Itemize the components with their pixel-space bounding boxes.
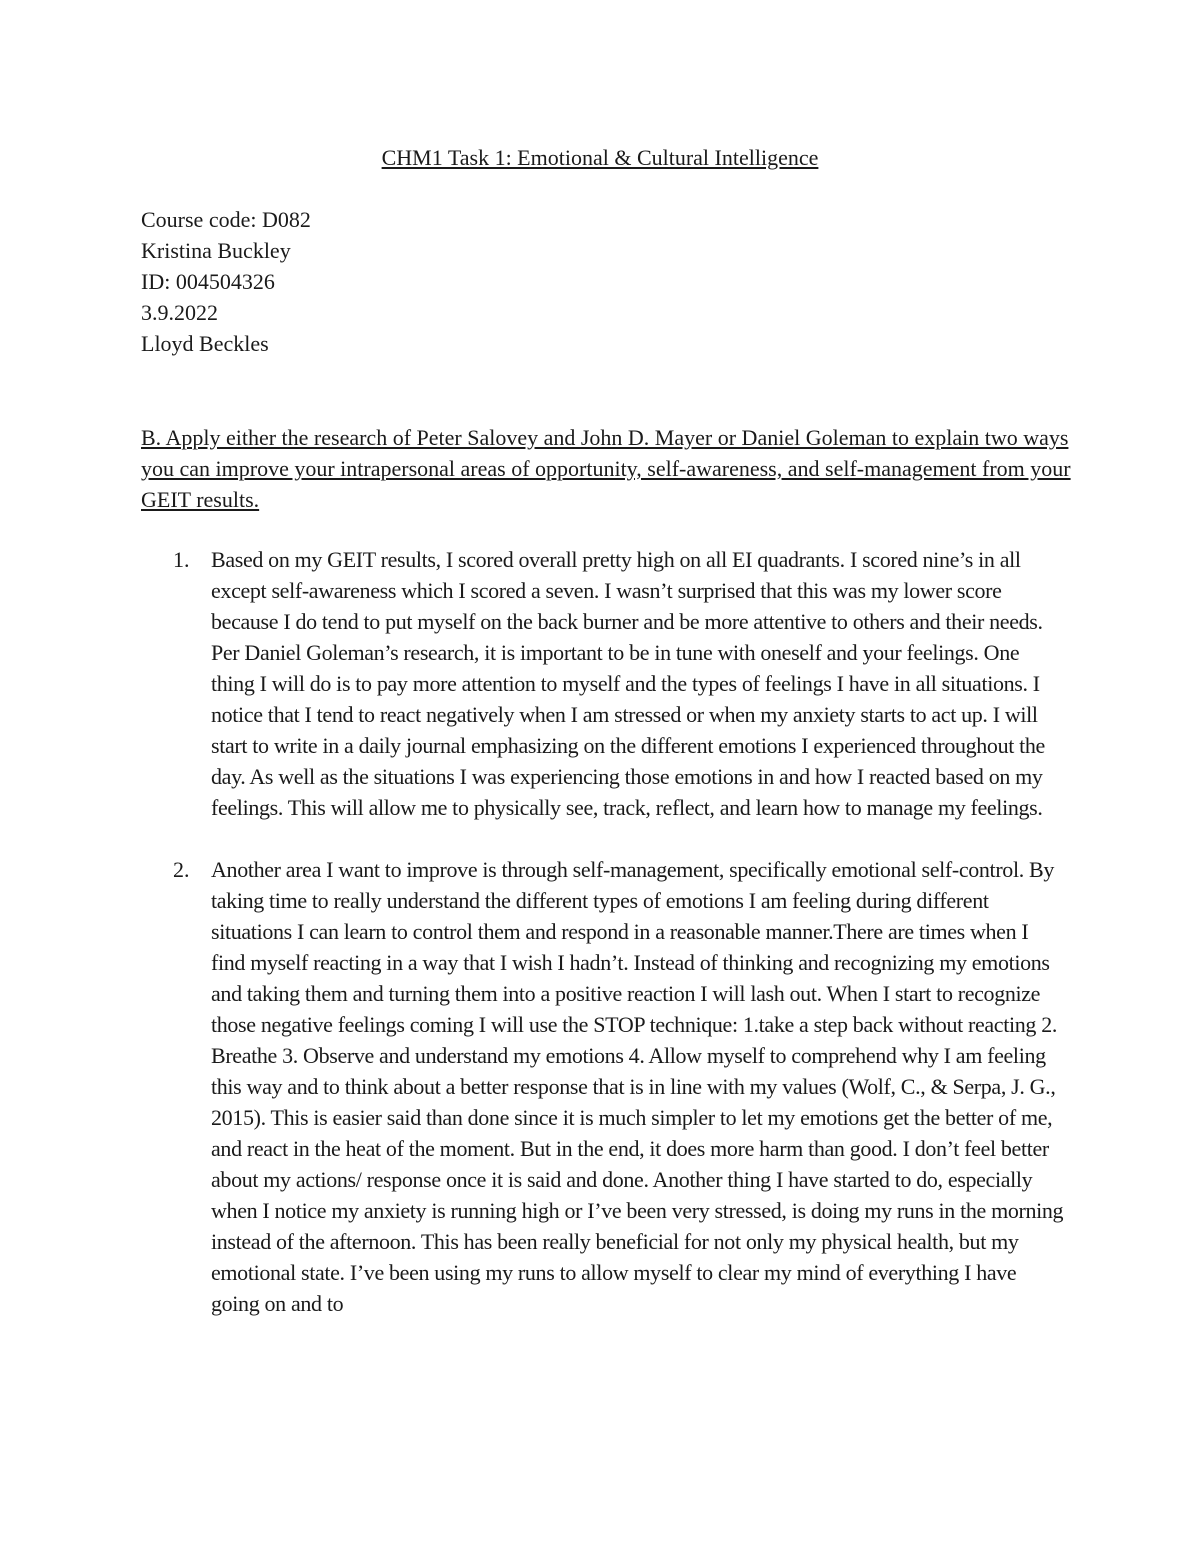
list-item-text: Another area I want to improve is through self-management, specifically emotional self-control. By taking time to really understand the different types of emotions I am feeling during different situations I can learn to control them and respond in a reasonable manner.There are times when I find myself reacting in a way that I wish I hadn’t. Instead of thinking and recognizing my emotions and taking them and turning them into a positive reaction I will lash out. When I start to recognize those negative feelings coming I will use the STOP technique: 1.take a step back without reacting 2. Breathe 3. Observe and understand my emotions 4. Allow myself to comprehend why I am feeling this way and to think about a better response that is in line with my values (Wolf, C., & Serpa, J. G., 2015). This is easier said than done since it is much simpler to let my emotions get the better of me, and react in the heat of the moment. But in the end, it does more harm than good. I don’t feel better about my actions/ response once it is said and done. Another thing I have started to do, especially when I notice my anxiety is running high or I’ve been very stressed, is doing my runs in the morning instead of the afternoon. This has been really beneficial for not only my physical health, but my emotional state. I’ve been using my runs to allow myself to clear my mind of everything I have going on and to bbox=[211, 857, 1064, 1316]
list-item-number: 2. bbox=[173, 857, 190, 882]
student-id: ID: 004504326 bbox=[141, 269, 275, 294]
document-title: CHM1 Task 1: Emotional & Cultural Intelligence bbox=[381, 145, 819, 170]
instructor-name: Lloyd Beckles bbox=[141, 331, 269, 356]
list-item bbox=[0, 854, 1200, 1319]
assignment-prompt: B. Apply either the research of Peter Salovey and John D. Mayer or Daniel Goleman to explain two ways you can improve your intrapersonal areas of opportunity, self-awareness, and self-management from your GEIT results. bbox=[141, 425, 1071, 512]
document-header-block bbox=[141, 204, 311, 359]
list-item-text: Based on my GEIT results, I scored overall pretty high on all EI quadrants. I scored nine’s in all except self-awareness which I scored a seven. I wasn’t surprised that this was my lower score because I do tend to put myself on the back burner and be more attentive to others and their needs. Per Daniel Goleman’s research, it is important to be in tune with oneself and your feelings. One thing I will do is to pay more attention to myself and the types of feelings I have in all situations. I notice that I tend to react negatively when I am stressed or when my anxiety starts to act up. I will start to write in a daily journal emphasizing on the different emotions I experienced throughout the day. As well as the situations I was experiencing those emotions in and how I reacted based on my feelings. This will allow me to physically see, track, reflect, and learn how to manage my feelings. bbox=[211, 547, 1045, 820]
list-item bbox=[0, 544, 1200, 823]
answer-list bbox=[0, 544, 1200, 1319]
list-item-number: 1. bbox=[173, 547, 190, 572]
student-name: Kristina Buckley bbox=[141, 238, 291, 263]
course-code: Course code: D082 bbox=[141, 207, 311, 232]
submission-date: 3.9.2022 bbox=[141, 300, 218, 325]
